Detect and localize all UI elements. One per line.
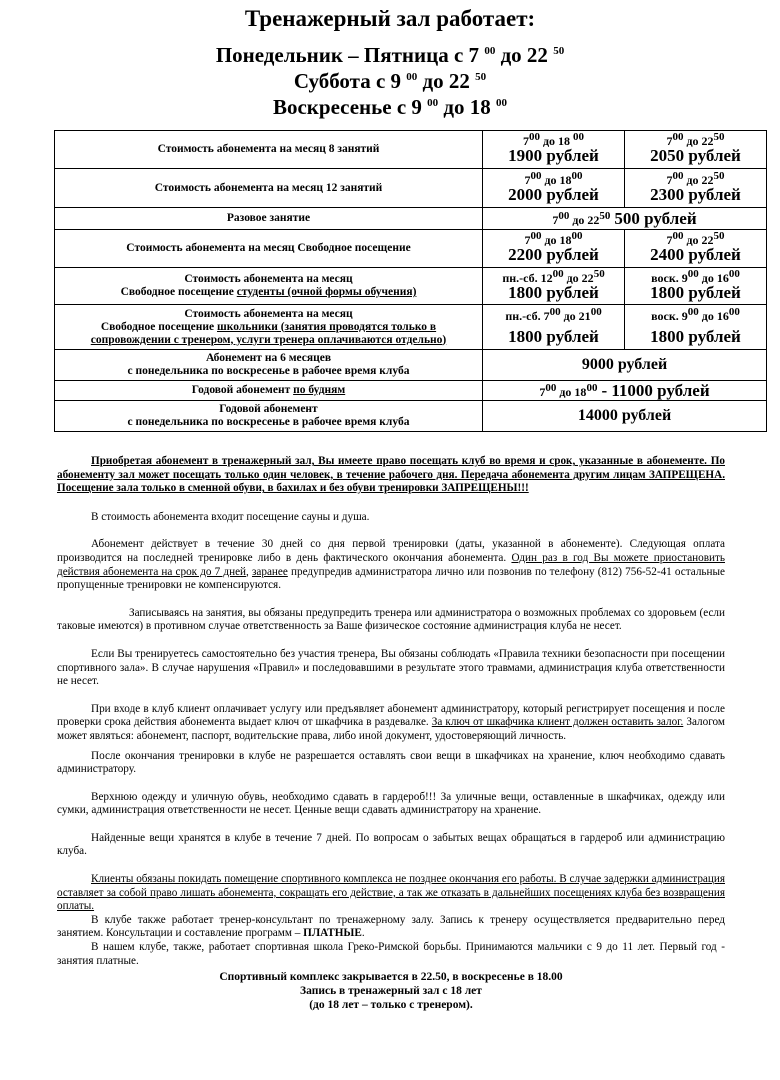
price-value: 1900 рублей [508,146,599,165]
row-name: Годовой абонемент по будням [55,381,483,401]
header [0,4,780,120]
hours-weekdays: Понедельник – Пятница с 7 $^{00}$ до 22 $^{50}$ [215,43,565,67]
price-value: 9000 рублей [483,350,767,381]
table-row [55,350,767,381]
price-value: 2200 рублей [508,245,599,264]
price-table [54,130,767,432]
price-cell: воск. $9^{00}$ до $16^{00}$ 1800 рублей [625,268,767,305]
row-name: Стоимость абонемента на месяц Свободное посещение студенты (очной формы обучения) [55,268,483,305]
price-value: 2400 рублей [650,245,741,264]
rules-paragraph: Абонемент действует в течение 30 дней со дня первой тренировки (даты, указанной в абонементе). Следующая оплата производится на последней тренировке либо в день фактического окончания абонемента. Один раз в год Вы можете приостановить действия абонемента на срок до 7 дней, заранее предупредив администратора лично или позвонив по телефону (812) 756-52-41 остальные пропущенные тренировки не компенсируются. [57,538,725,592]
price-cell: воск. $9^{00}$ до $16^{00}$ 1800 рублей [625,305,767,350]
price-value: 1800 рублей [650,282,741,302]
table-row [55,208,767,230]
price-cell: $7^{00}$ до 18 $^{00}$ 1900 рублей [483,131,625,169]
rules-paragraph: В нашем клубе, также, работает спортивная школа Греко-Римской борьбы. Принимаются мальчики с 9 до 11 лет. Первый год - занятия платные. [57,941,725,967]
price-cell: $7^{00}$ до $18^{00}$ 2000 рублей [483,169,625,208]
rules-paragraph: При входе в клуб клиент оплачивает услугу или предъявляет абонемент администратору, который регистрирует посещения и после проверки срока действия абонемента выдает ключ от шкафчика в раздевалке. За ключ от шкафчика клиент должен оставить залог. Залогом может являться: абонемент, паспорт, водительские права, либо иной документ, удостоверяющий личность. [57,702,725,742]
table-row [55,131,767,169]
price-cell: $7^{00}$ до $22^{50}$ 2400 рублей [625,230,767,268]
hours-sunday: Воскресенье с 9 $^{00}$ до 18 $^{00}$ [272,95,508,119]
price-cell: $7^{00}$ до $18^{00} - 11000$ рублей [483,381,767,401]
price-value: 1800 рублей [650,326,741,346]
rules-paragraph: Клиенты обязаны покидать помещение спортивного комплекса не позднее окончания его работы. В случае задержки администрация оставляет за собой право лишать абонемента, сокращать его действие, а так же отказать в дальнейших посещениях клуба без возвращения оплаты. [57,873,725,913]
price-cell: $7^{00}$ до $22^{50}$ 500 рублей [483,208,767,230]
opening-hours [0,42,780,120]
row-name: Стоимость абонемента на месяц 12 занятий [55,169,483,208]
hours-saturday: Суббота с 9 $^{00}$ до 22 $^{50}$ [293,69,487,93]
rules-paragraph: Если Вы тренируетесь самостоятельно без участия тренера, Вы обязаны соблюдать «Правила техники безопасности при посещении спортивного зала». В случае нарушения «Правил» и последовавшими в результате этого травмами, администрация клуба ответственности не несет. [57,647,725,688]
page-title: Тренажерный зал работает: [244,6,536,31]
price-value: 1800 рублей [508,326,599,346]
row-name: Стоимость абонемента на месяц Свободное посещение [55,230,483,268]
table-row [55,230,767,268]
table-row [55,381,767,401]
rules-paragraph: Записываясь на занятия, вы обязаны предупредить тренера или администратора о возможных проблемах со здоровьем (если таковые имеются) в противном случае ответственность за Ваше физическое состояние администрация клуба не несет. [57,606,725,633]
footer-note: Спортивный комплекс закрывается в 22.50, в воскресенье в 18.00 Запись в тренажерный зал с 18 лет (до 18 лет – только с тренером). [219,971,563,1012]
price-cell: $7^{00}$ до $22^{50}$ 2050 рублей [625,131,767,169]
rules-paragraph: После окончания тренировки в клубе не разрешается оставлять свои вещи в шкафчиках на хранение, ключ необходимо сдавать администратору. [57,749,725,776]
price-value: 1800 рублей [508,282,599,302]
rules-paragraph: В клубе также работает тренер-консультант по тренажерному залу. Запись к тренеру осуществляется предварительно перед занятием. Консультации и составление программ – ПЛАТНЫЕ. [57,913,725,940]
price-value: - 11000 рублей [601,380,710,400]
rules-paragraph: Верхнюю одежду и уличную обувь, необходимо сдавать в гардероб!!! За уличные вещи, оставленные в шкафчиках, одежду или сумки, администрация ответственности не несет. Ценные вещи сдавать администратору на хранение. [57,790,725,817]
row-name: Стоимость абонемента на месяц Свободное посещение школьники (занятия проводятся только в сопровождении с тренером, услуги тренера оплачиваются отдельно) [55,305,483,350]
rules-paragraph: Приобретая абонемент в тренажерный зал, Вы имеете право посещать клуб во время и срок, указанные в абонементе. По абонементу зал может посещать только один человек, в течение рабочего дня. Передача абонемента другим лицам ЗАПРЕЩЕНА. Посещение зала только в сменной обуви, в бахилах и без обуви тренировки ЗАПРЕЩЕНЫ!!! [57,455,725,495]
table-row [55,401,767,432]
row-name: Разовое занятие [55,208,483,230]
price-value: 2300 рублей [650,184,741,204]
table-row [55,169,767,208]
price-cell: пн.-сб. $7^{00}$ до $21^{00}$ 1800 рублей [483,305,625,350]
row-name: Годовой абонемент с понедельника по воскресенье в рабочее время клуба [55,401,483,432]
price-value: 14000 рублей [483,401,767,432]
rules-paragraph: Найденные вещи хранятся в клубе в течение 7 дней. По вопросам о забытых вещах обращаться в гардероб или администрацию клуба. [57,831,725,858]
price-cell: $7^{00}$ до $22^{50}$ 2300 рублей [625,169,767,208]
table-row [55,305,767,350]
rules-text [57,455,725,1012]
price-value: 2050 рублей [650,146,741,165]
price-cell: пн.-сб. $12^{00}$ до $22^{50}$ 1800 рублей [483,268,625,305]
row-name: Абонемент на 6 месяцев с понедельника по воскресенье в рабочее время клуба [55,350,483,381]
row-name: Стоимость абонемента на месяц 8 занятий [55,131,483,169]
table-row [55,268,767,305]
rules-paragraph: В стоимость абонемента входит посещение сауны и душа. [91,510,370,523]
price-value: 2000 рублей [508,184,599,204]
price-cell: $7^{00}$ до $18^{00}$ 2200 рублей [483,230,625,268]
price-value: 500 рублей [614,208,697,228]
